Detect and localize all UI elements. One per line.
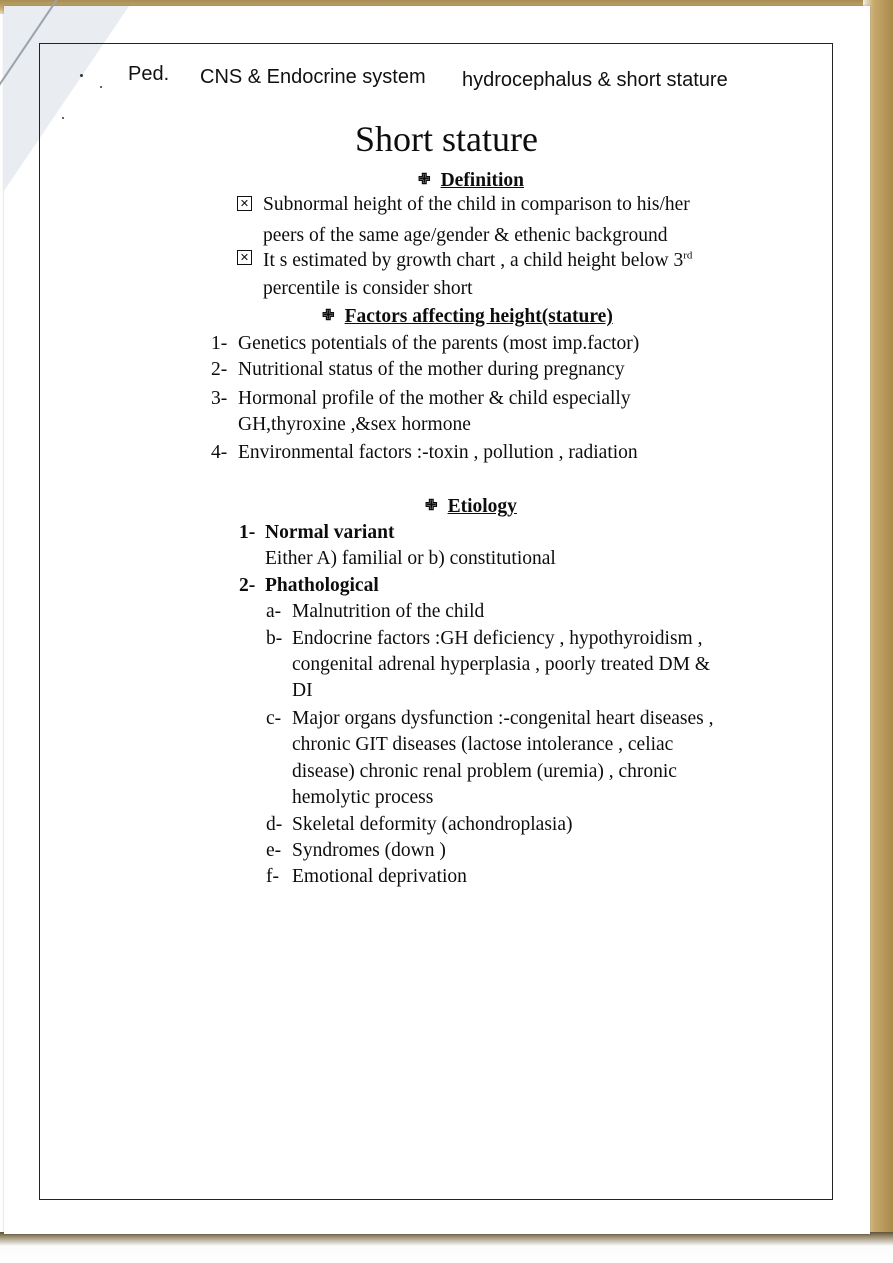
pathological-item-c-line-1: Major organs dysfunction :-congenital heart diseases ,: [292, 708, 714, 729]
definition-point-1-line-1: Subnormal height of the child in comparison to his/her: [263, 194, 690, 215]
etiology-heading: [425, 496, 517, 518]
pathological-item-b-line-3: DI: [292, 680, 313, 701]
desk-background-bottom: [0, 1232, 893, 1263]
pathological-item-a: Malnutrition of the child: [292, 601, 485, 622]
pathological-title: Phathological: [265, 575, 379, 596]
factor-item-1: Genetics potentials of the parents (most imp.factor): [238, 333, 640, 354]
normal-variant-title: Normal variant: [265, 522, 395, 543]
pathological-item-c-line-3: disease) chronic renal problem (uremia) , chronic: [292, 761, 677, 782]
factors-heading: [322, 306, 613, 328]
pathological-letter: a-: [266, 601, 282, 622]
paper-speck: [100, 86, 102, 88]
definition-point-2-text: It s estimated by growth chart , a child height below 3: [263, 250, 684, 271]
factor-number: 4-: [211, 442, 228, 463]
pathological-letter: e-: [266, 840, 282, 861]
cross-arrow-icon: ✙: [418, 172, 431, 188]
header-system: CNS & Endocrine system: [200, 66, 426, 88]
factor-item-4: Environmental factors :-toxin , pollution , radiation: [238, 442, 638, 463]
definition-point-2-line-1: [263, 248, 692, 274]
pathological-item-c-line-2: chronic GIT diseases (lactose intolerance , celiac: [292, 734, 674, 755]
definition-heading-text: Definition: [440, 170, 524, 191]
etiology-heading-text: Etiology: [447, 496, 517, 517]
pathological-item-e: Syndromes (down ): [292, 840, 446, 861]
definition-point-2-line-2: percentile is consider short: [263, 278, 473, 299]
pathological-letter: d-: [266, 814, 283, 835]
x-box-icon: ✕: [237, 250, 252, 265]
cross-arrow-icon: ✙: [322, 308, 335, 324]
superscript-ordinal: rd: [683, 249, 693, 262]
pathological-item-b-line-1: Endocrine factors :GH deficiency , hypothyroidism ,: [292, 628, 703, 649]
page-title: Short stature: [355, 119, 538, 159]
etiology-number: 2-: [239, 575, 256, 596]
pathological-item-f: Emotional deprivation: [292, 866, 467, 887]
factor-item-3-line-2: GH,thyroxine ,&sex hormone: [238, 414, 471, 435]
factors-heading-text: Factors affecting height(stature): [344, 306, 613, 327]
x-box-icon: ✕: [237, 196, 252, 211]
normal-variant-text: Either A) familial or b) constitutional: [265, 548, 556, 569]
etiology-number: 1-: [239, 522, 256, 543]
pathological-item-d: Skeletal deformity (achondroplasia): [292, 814, 573, 835]
header-subject: Ped.: [128, 63, 170, 85]
header-topic: hydrocephalus & short stature: [462, 69, 728, 91]
pathological-item-c-line-4: hemolytic process: [292, 787, 434, 808]
factor-number: 3-: [211, 388, 228, 409]
factor-item-2: Nutritional status of the mother during pregnancy: [238, 359, 625, 380]
factor-item-3-line-1: Hormonal profile of the mother & child especially: [238, 388, 631, 409]
paper-speck: [80, 74, 83, 77]
factor-number: 2-: [211, 359, 228, 380]
factor-number: 1-: [211, 333, 228, 354]
cross-arrow-icon: ✙: [425, 498, 438, 514]
definition-heading: [418, 170, 524, 192]
definition-point-1-line-2: peers of the same age/gender & ethenic background: [263, 225, 668, 246]
pathological-item-b-line-2: congenital adrenal hyperplasia , poorly treated DM &: [292, 654, 711, 675]
pathological-letter: b-: [266, 628, 283, 649]
pathological-letter: c-: [266, 708, 282, 729]
pathological-letter: f-: [266, 866, 279, 887]
paper-speck: [62, 117, 64, 119]
page-header: [0, 63, 893, 95]
